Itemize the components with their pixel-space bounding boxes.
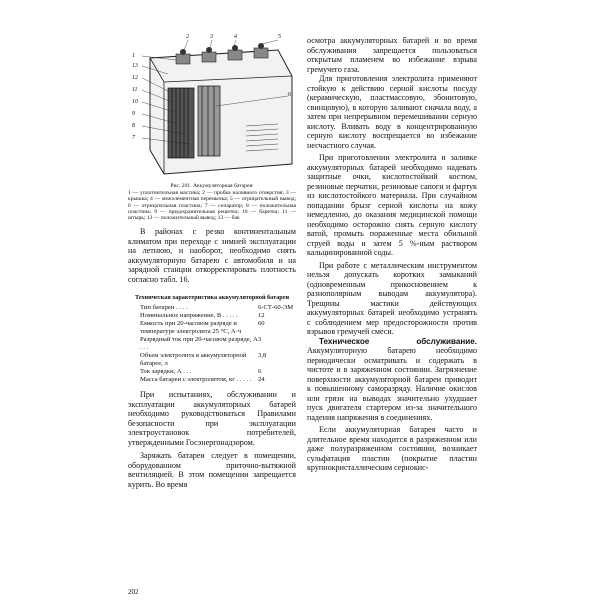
callout-9: 9 — [132, 111, 135, 117]
paragraph-sulfation: Если аккумуляторная батарея часто и длительное время находится в разряженном или даже полуразряженном состоянии, возникает сульфатация пластин (покрытие пластин крупнокристаллическим сернокис- — [307, 425, 477, 472]
spec-row: Ток зарядки, А . . . 6 — [140, 368, 262, 376]
left-column — [128, 36, 296, 489]
callout-11: 11 — [132, 87, 138, 93]
spec-row: Тип батареи . . . . 6-СТ-60-ЭМ — [140, 304, 294, 312]
callout-5: 5 — [278, 34, 281, 40]
spec-row: Разрядный ток при 20-часовом разряде, А . . . 3 — [140, 336, 262, 352]
callout-1: 1 — [132, 53, 135, 59]
callout-7: 7 — [132, 135, 135, 141]
callout-4: 4 — [234, 34, 237, 40]
paragraph-protective-gear: При приготовлении электролита и заливке аккумуляторных батарей необходимо надевать защитные очки, кислотостойкий костюм, резиновые перчатки, резиновые сапоги и фартук из кислотостойкого материала. При случайном попадании брызг серной кислоты на кожу немедленно, до оказания медицинской помощи необходимо осторожно снять серную кислоту ватой, промыть пораженные места обильной струей воды и затем 5 %-ным раствором кальцинированной соды. — [307, 153, 477, 257]
spec-row: Масса батареи с электролитом, кг . . . . . 24 — [140, 376, 265, 384]
paragraph-charging-room: Заряжать батареи следует в помещении, оборудованном приточно-вытяжной вентиляцией. В этом помещении запрещается курить. Во время — [128, 451, 296, 489]
paragraph-safety-rules: При испытаниях, обслуживании и эксплуатации аккумуляторных батарей необходимо руководствоваться Правилами безопасности при эксплуатации электроустановок потребителей, утвержденными Госэнергонадзором. — [128, 390, 296, 447]
paragraph-metal-tools: При работе с металлическим инструментом нельзя допускать коротких замыканий (одновременным прикосновением к разнополярным выводам аккумулятора). Трещины мастики действующих аккумуляторных батарей необходимо устранять с соблюдением мер предосторожности против взрывов гремучей смеси. — [307, 260, 477, 336]
battery-figure — [128, 36, 296, 181]
callout-2: 2 — [186, 34, 189, 40]
spec-title: Техническая характеристика аккумуляторной батареи — [134, 294, 290, 302]
spec-row: Объем электролита в аккумуляторной батарее, л 3,8 — [140, 352, 267, 368]
paragraph-maintenance — [307, 337, 477, 423]
spec-row: Номинальное напряжение, В . . . . . 12 — [140, 312, 265, 320]
paragraph-climate: В районах с резко континентальным климатом при переходе с зимней эксплуатации на летнюю, и наоборот, необходимо снять аккумуляторную батарею с автомобиля и на зарядной станции откорректировать плотность согласно табл. 16. — [128, 227, 296, 284]
paragraph-electrolyte-prep: Для приготовления электролита применяют стойкую к действию серной кислоты посуду (керамическую, пластмассовую, эбонитовую, свинцовую), в которую заливают сначала воду, а затем при непрерывном перемешивании серную кислоту. Вливать воду в концентрированную серную кислоту воспрещается во избежание несчастного случая. — [307, 74, 477, 150]
right-column — [307, 36, 477, 473]
callout-10: 10 — [132, 99, 138, 105]
callout-13: 13 — [132, 63, 138, 69]
callout-8: 8 — [132, 123, 135, 129]
caption-body: 1 — уплотнительная мастика; 2 — пробка наливного отверстия; 3 — крышка; 4 — межэлементная перемычка; 5 — отрицательный вывод; 6 — отрицательная пластина; 7 — сепаратор; 8 — положительная пластина; 9 — предохранительная решетка; 10 — баретка; 11 — штырь; 12 — положительный вывод; 13 — бак — [128, 190, 296, 222]
callout-12: 12 — [132, 75, 138, 81]
callout-3: 3 — [210, 34, 213, 40]
maintenance-text: Аккумуляторную батарею необходимо периодически осматривать и содержать в чистоте и в заряженном состоянии. Загрязнение поверхности аккумуляторной батареи приводит к повышенному саморазряду. Наличие окислов или грязи на выводах значительно ухудшает пуск двигателя стартером из-за значительного падения напряжения в соединениях. — [307, 346, 477, 422]
caption-title: Рис. 201. Аккумуляторная батарея: — [170, 183, 254, 189]
battery-illustration — [128, 36, 296, 181]
callout-6: 6 — [288, 92, 291, 98]
spec-row: Емкость при 20-часовом разряде и температуре электролита 25 °С, А·ч 60 — [140, 320, 265, 336]
figure-caption — [128, 183, 296, 221]
page-number: 202 — [128, 588, 139, 596]
maintenance-heading: Техническое обслуживание. — [319, 336, 477, 346]
spec-table — [128, 304, 296, 384]
paragraph-continuation: осмотра аккумуляторных батарей и во время обслуживания запрещается пользоваться открытым пламенем во избежание взрыва гремучего газа. — [307, 36, 477, 74]
